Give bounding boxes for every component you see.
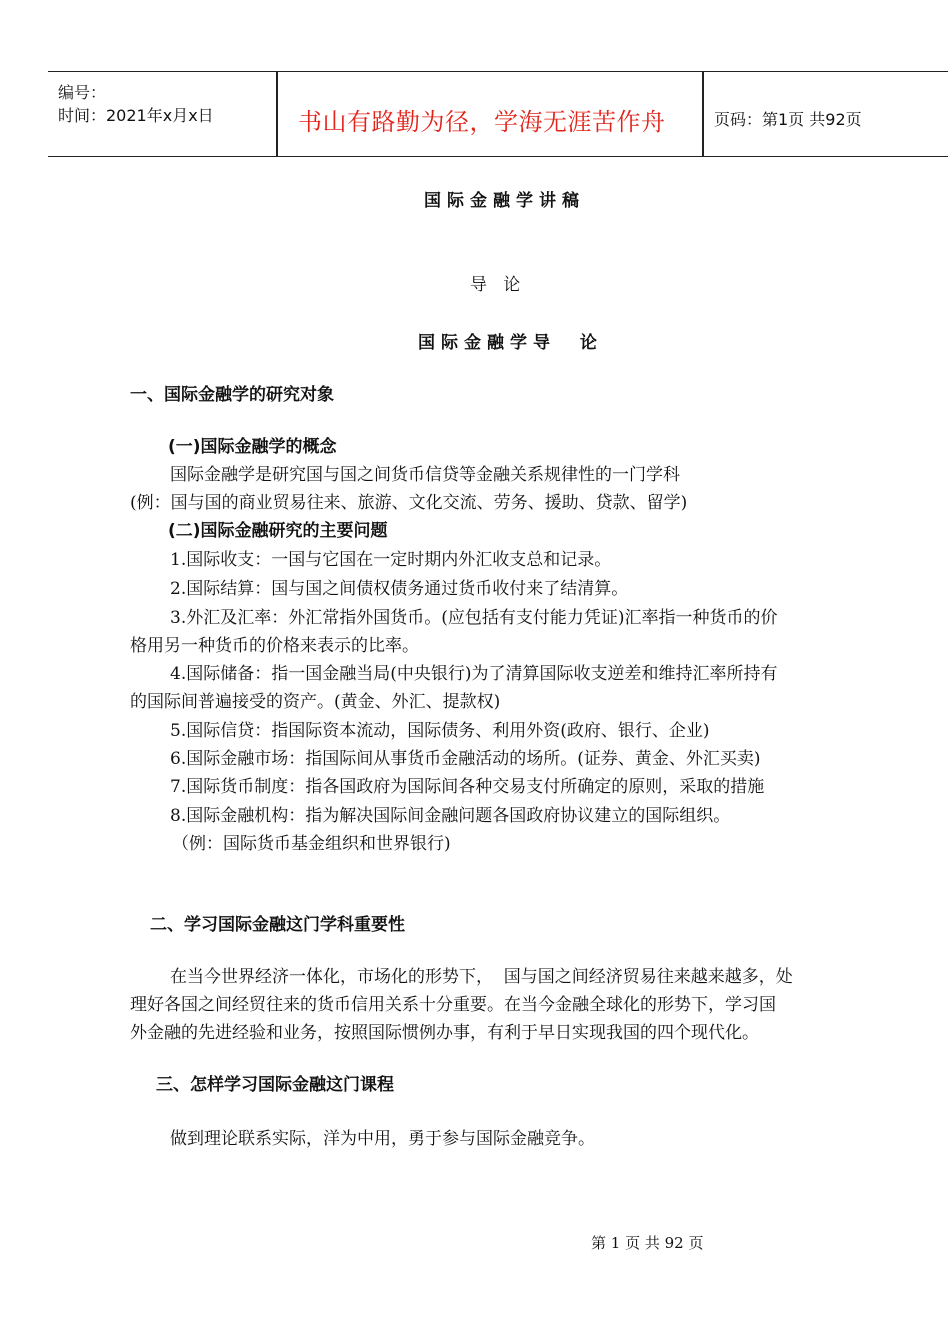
header-divider	[276, 72, 278, 156]
doc-time-label: 时间：2021年x月x日	[58, 106, 214, 125]
intro-heading: 导 论	[470, 275, 521, 295]
list-item: 3.外汇及汇率：外汇常指外国货币。(应包括有支付能力凭证)汇率指一种货币的价	[170, 608, 778, 628]
doc-number-label: 编号：	[58, 83, 107, 102]
paragraph: (例：国与国的商业贸易往来、旅游、文化交流、劳务、援助、贷款、留学)	[130, 493, 688, 513]
list-item: 5.国际信贷：指国际资本流动，国际债务、利用外资(政府、银行、企业)	[170, 721, 710, 741]
list-item-continuation: 的国际间普遍接受的资产。(黄金、外汇、提款权)	[130, 692, 501, 712]
section-heading: 二、学习国际金融这门学科重要性	[150, 915, 405, 935]
paragraph: 理好各国之间经贸往来的货币信用关系十分重要。在当今金融全球化的形势下，学习国	[130, 995, 776, 1015]
section-heading: 三、怎样学习国际金融这门课程	[156, 1075, 394, 1095]
list-item: 7.国际货币制度：指各国政府为国际间各种交易支付所确定的原则，采取的措施	[170, 777, 765, 797]
list-item: 4.国际储备：指一国金融当局(中央银行)为了清算国际收支逆差和维持汇率所持有	[170, 664, 778, 684]
list-item: （例：国际货币基金组织和世界银行)	[172, 834, 451, 854]
paragraph: 做到理论联系实际，洋为中用，勇于参与国际金融竞争。	[170, 1129, 595, 1149]
list-item-continuation: 格用另一种货币的价格来表示的比率。	[130, 636, 419, 656]
header-page-label: 页码：第1页 共92页	[714, 110, 862, 129]
list-item: 2.国际结算：国与国之间债权债务通过货币收付来了结清算。	[170, 579, 629, 599]
paragraph: 在当今世界经济一体化，市场化的形势下， 国与国之间经济贸易往来越来越多，处	[170, 967, 793, 987]
paragraph: 外金融的先进经验和业务，按照国际惯例办事，有利于早日实现我国的四个现代化。	[130, 1023, 759, 1043]
subsection-heading: (二)国际金融研究的主要问题	[168, 521, 388, 541]
header-motto: 书山有路勤为径，学海无涯苦作舟	[298, 108, 666, 136]
document-title: 国际金融学讲稿	[424, 191, 585, 211]
page-number: 第 1 页 共 92 页	[591, 1234, 704, 1252]
section-heading: 一、国际金融学的研究对象	[130, 385, 334, 405]
subsection-heading: (一)国际金融学的概念	[168, 437, 337, 457]
header-divider	[702, 72, 704, 156]
paragraph: 国际金融学是研究国与国之间货币信贷等金融关系规律性的一门学科	[170, 465, 680, 485]
subtitle: 国际金融学导 论	[418, 333, 603, 353]
list-item: 1.国际收支：一国与它国在一定时期内外汇收支总和记录。	[170, 550, 612, 570]
list-item: 8.国际金融机构：指为解决国际间金融问题各国政府协议建立的国际组织。	[170, 806, 731, 826]
list-item: 6.国际金融市场：指国际间从事货币金融活动的场所。(证券、黄金、外汇买卖)	[170, 749, 761, 769]
